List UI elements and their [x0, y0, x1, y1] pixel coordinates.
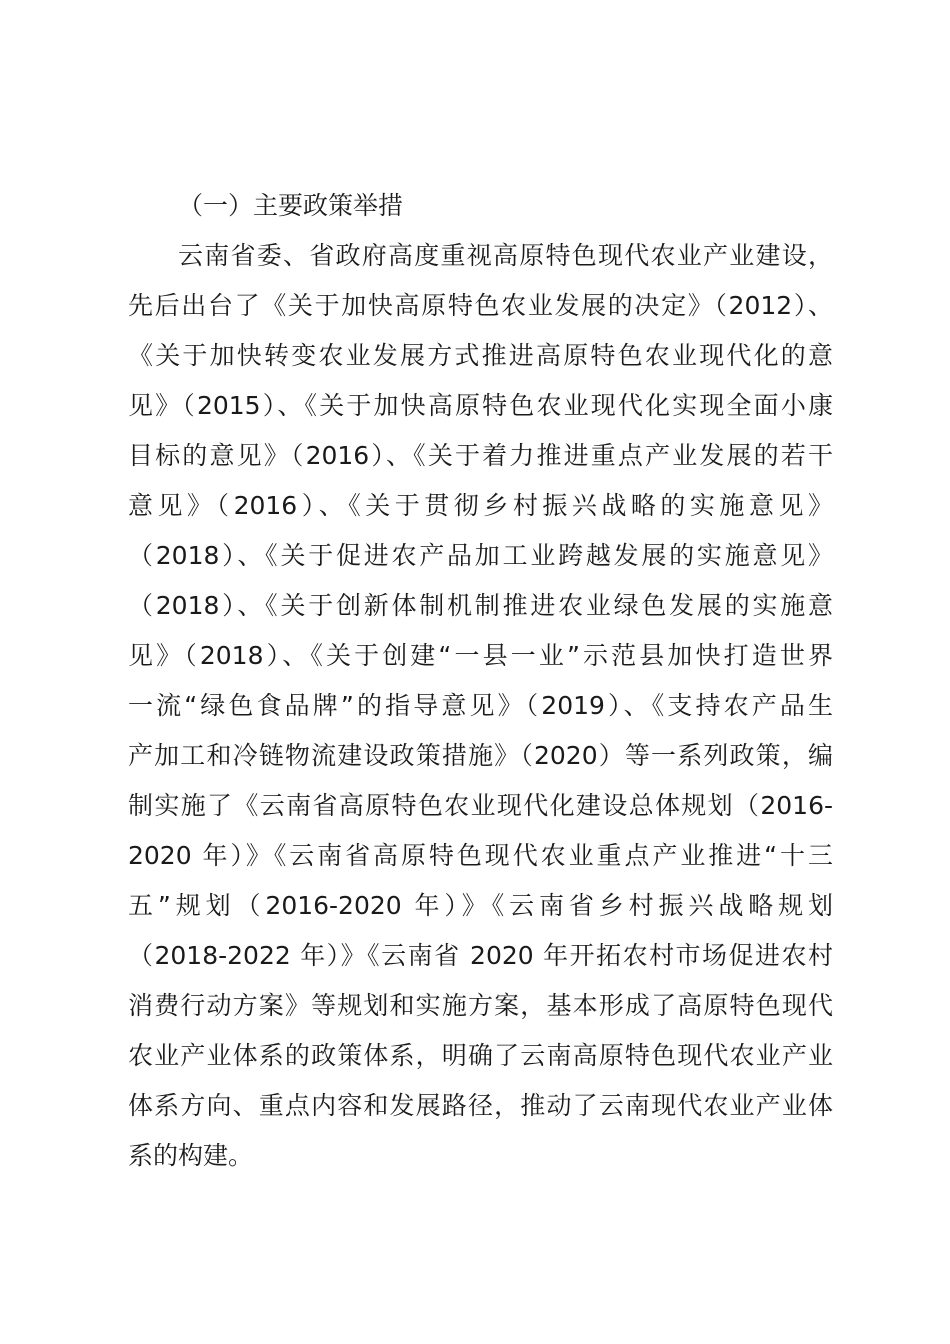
paragraph-line: 制实施了《云南省高原特色农业现代化建设总体规划（2016- — [128, 791, 833, 820]
section-heading: （一）主要政策举措 — [178, 191, 404, 220]
paragraph-line: 意见》（2016）、《关于贯彻乡村振兴战略的实施意见》 — [128, 491, 833, 520]
paragraph-line: 《关于加快转变农业发展方式推进高原特色农业现代化的意 — [128, 341, 833, 370]
paragraph-line: （2018）、《关于创新体制机制推进农业绿色发展的实施意 — [128, 591, 833, 620]
paragraph-line: 目标的意见》（2016）、《关于着力推进重点产业发展的若干 — [128, 441, 833, 470]
paragraph-line: 农业产业体系的政策体系，明确了云南高原特色现代农业产业 — [128, 1041, 833, 1070]
paragraph-line: 体系方向、重点内容和发展路径，推动了云南现代农业产业体 — [128, 1091, 833, 1120]
paragraph-line: 一流“绿色食品牌”的指导意见》（2019）、《支持农产品生 — [128, 691, 833, 720]
paragraph-line: 见》（2015）、《关于加快高原特色农业现代化实现全面小康 — [128, 391, 833, 420]
paragraph-line: （2018-2022 年）》《云南省 2020 年开拓农村市场促进农村 — [128, 941, 833, 970]
paragraph-line: 五”规划（2016-2020 年）》《云南省乡村振兴战略规划 — [128, 891, 833, 920]
paragraph-line: 消费行动方案》等规划和实施方案，基本形成了高原特色现代 — [128, 991, 833, 1020]
paragraph-line: 系的构建。 — [128, 1141, 254, 1170]
paragraph-line: 先后出台了《关于加快高原特色农业发展的决定》（2012）、 — [128, 291, 833, 320]
paragraph-line: 见》（2018）、《关于创建“一县一业”示范县加快打造世界 — [128, 641, 833, 670]
paragraph-line: （2018）、《关于促进农产品加工业跨越发展的实施意见》 — [128, 541, 833, 570]
paragraph-line: 云南省委、省政府高度重视高原特色现代农业产业建设， — [178, 241, 833, 270]
paragraph-line: 2020 年）》《云南省高原特色现代农业重点产业推进“十三 — [128, 841, 833, 870]
paragraph-line: 产加工和冷链物流建设政策措施》（2020）等一系列政策，编 — [128, 741, 833, 770]
